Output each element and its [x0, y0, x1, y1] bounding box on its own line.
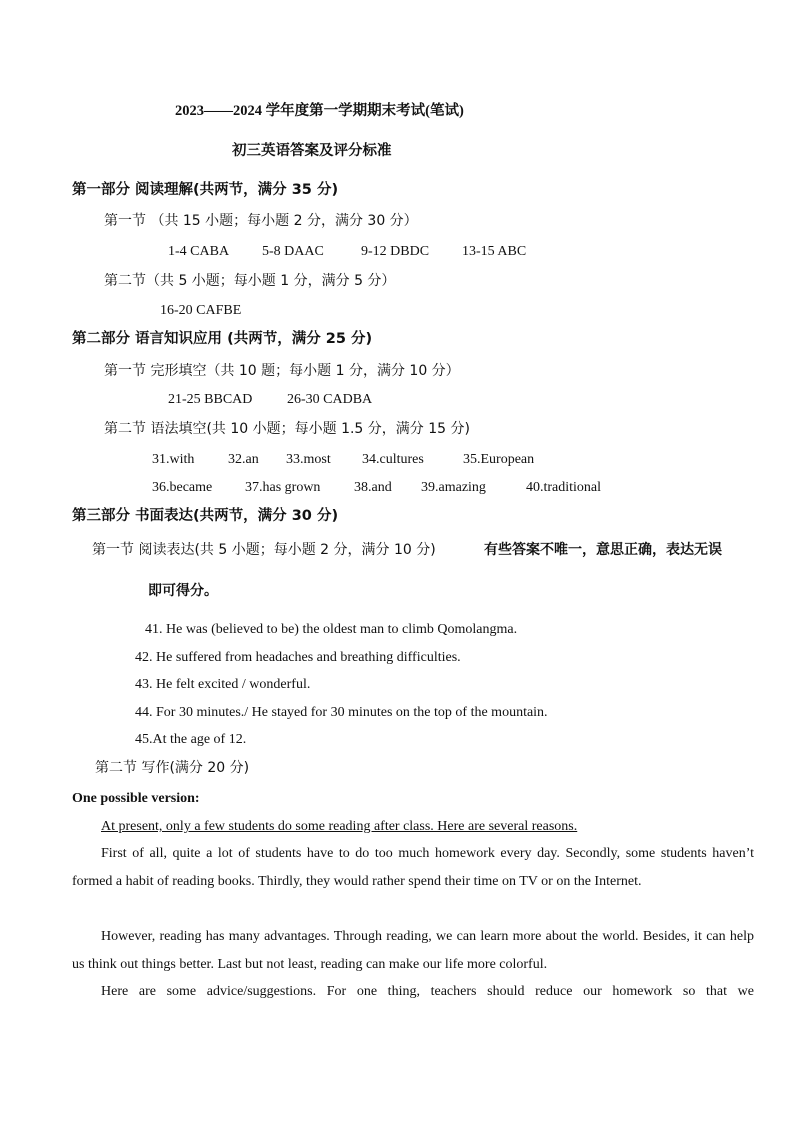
exam-title: 2023——2024 学年度第一学期期末考试(笔试) [175, 103, 464, 119]
answer-43: 43. He felt excited / wonderful. [135, 677, 311, 692]
part2-section1-answers [168, 390, 372, 410]
essay-paragraph-4: Here are some advice/suggestions. For one thing, teachers should reduce our homework so that we [101, 984, 754, 999]
answer-item: 32.an [228, 452, 259, 467]
part2-section1: 第一节 完形填空（共 10 题；每小题 1 分，满分 10 分） [104, 363, 460, 379]
scoring-note-continued: 即可得分。 [148, 583, 218, 599]
version-label: One possible version: [72, 791, 200, 806]
exam-subtitle: 初三英语答案及评分标准 [232, 143, 392, 159]
part3-section2: 第二节 写作(满分 20 分) [95, 760, 250, 776]
part1-section2: 第二节（共 5 小题；每小题 1 分，满分 5 分） [104, 273, 396, 289]
answer-44: 44. For 30 minutes./ He stayed for 30 minutes on the top of the mountain. [135, 705, 548, 720]
answer-41: 41. He was (believed to be) the oldest man to climb Qomolangma. [145, 622, 518, 637]
answer-group: 21-25 BBCAD [168, 392, 253, 407]
answer-item: 34.cultures [362, 452, 424, 467]
answer-group: 13-15 ABC [462, 244, 527, 259]
answer-item: 40.traditional [526, 480, 602, 495]
part2-heading: 第二部分 语言知识应用 (共两节，满分 25 分) [72, 331, 373, 347]
answer-item: 38.and [354, 480, 392, 495]
part1-section1-answers [168, 242, 526, 262]
part1-heading: 第一部分 阅读理解(共两节，满分 35 分) [72, 182, 339, 198]
answer-42: 42. He suffered from headaches and breathing difficulties. [135, 650, 461, 665]
answer-item: 37.has grown [245, 480, 321, 495]
answer-group: 9-12 DBDC [361, 244, 430, 259]
grammar-answers-row2 [152, 478, 601, 498]
answer-group: 5-8 DAAC [262, 244, 324, 259]
part1-section2-answers: 16-20 CAFBE [160, 303, 242, 318]
grammar-answers-row1 [152, 450, 534, 470]
answer-item: 39.amazing [421, 480, 486, 495]
essay-paragraph-2: First of all, quite a lot of students have to do too much homework every day. Secondly, some students haven’t formed a habit of reading books. Thirdly, they would rather spend their time on TV or on the Internet. [72, 846, 754, 889]
answer-item: 31.with [152, 452, 195, 467]
essay-paragraph-3: However, reading has many advantages. Through reading, we can learn more about the world. Besides, it can help us think out things better. Last but not least, reading can make our life more colorful. [72, 929, 754, 972]
answer-group: 26-30 CADBA [287, 392, 373, 407]
part1-section1: 第一节 （共 15 小题；每小题 2 分，满分 30 分） [104, 213, 418, 229]
answer-item: 35.European [463, 452, 535, 467]
part3-section1: 第一节 阅读表达(共 5 小题；每小题 2 分，满分 10 分) [92, 542, 436, 558]
answer-45: 45.At the age of 12. [135, 732, 247, 747]
answer-item: 36.became [152, 480, 213, 495]
answer-item: 33.most [286, 452, 331, 467]
scoring-note: 有些答案不唯一，意思正确，表达无误 [484, 542, 722, 558]
part3-heading: 第三部分 书面表达(共两节，满分 30 分) [72, 508, 339, 524]
part2-section2: 第二节 语法填空(共 10 小题；每小题 1.5 分，满分 15 分) [104, 421, 470, 437]
answer-group: 1-4 CABA [168, 244, 230, 259]
essay-paragraph-1: At present, only a few students do some reading after class. Here are several reasons. [101, 819, 578, 834]
